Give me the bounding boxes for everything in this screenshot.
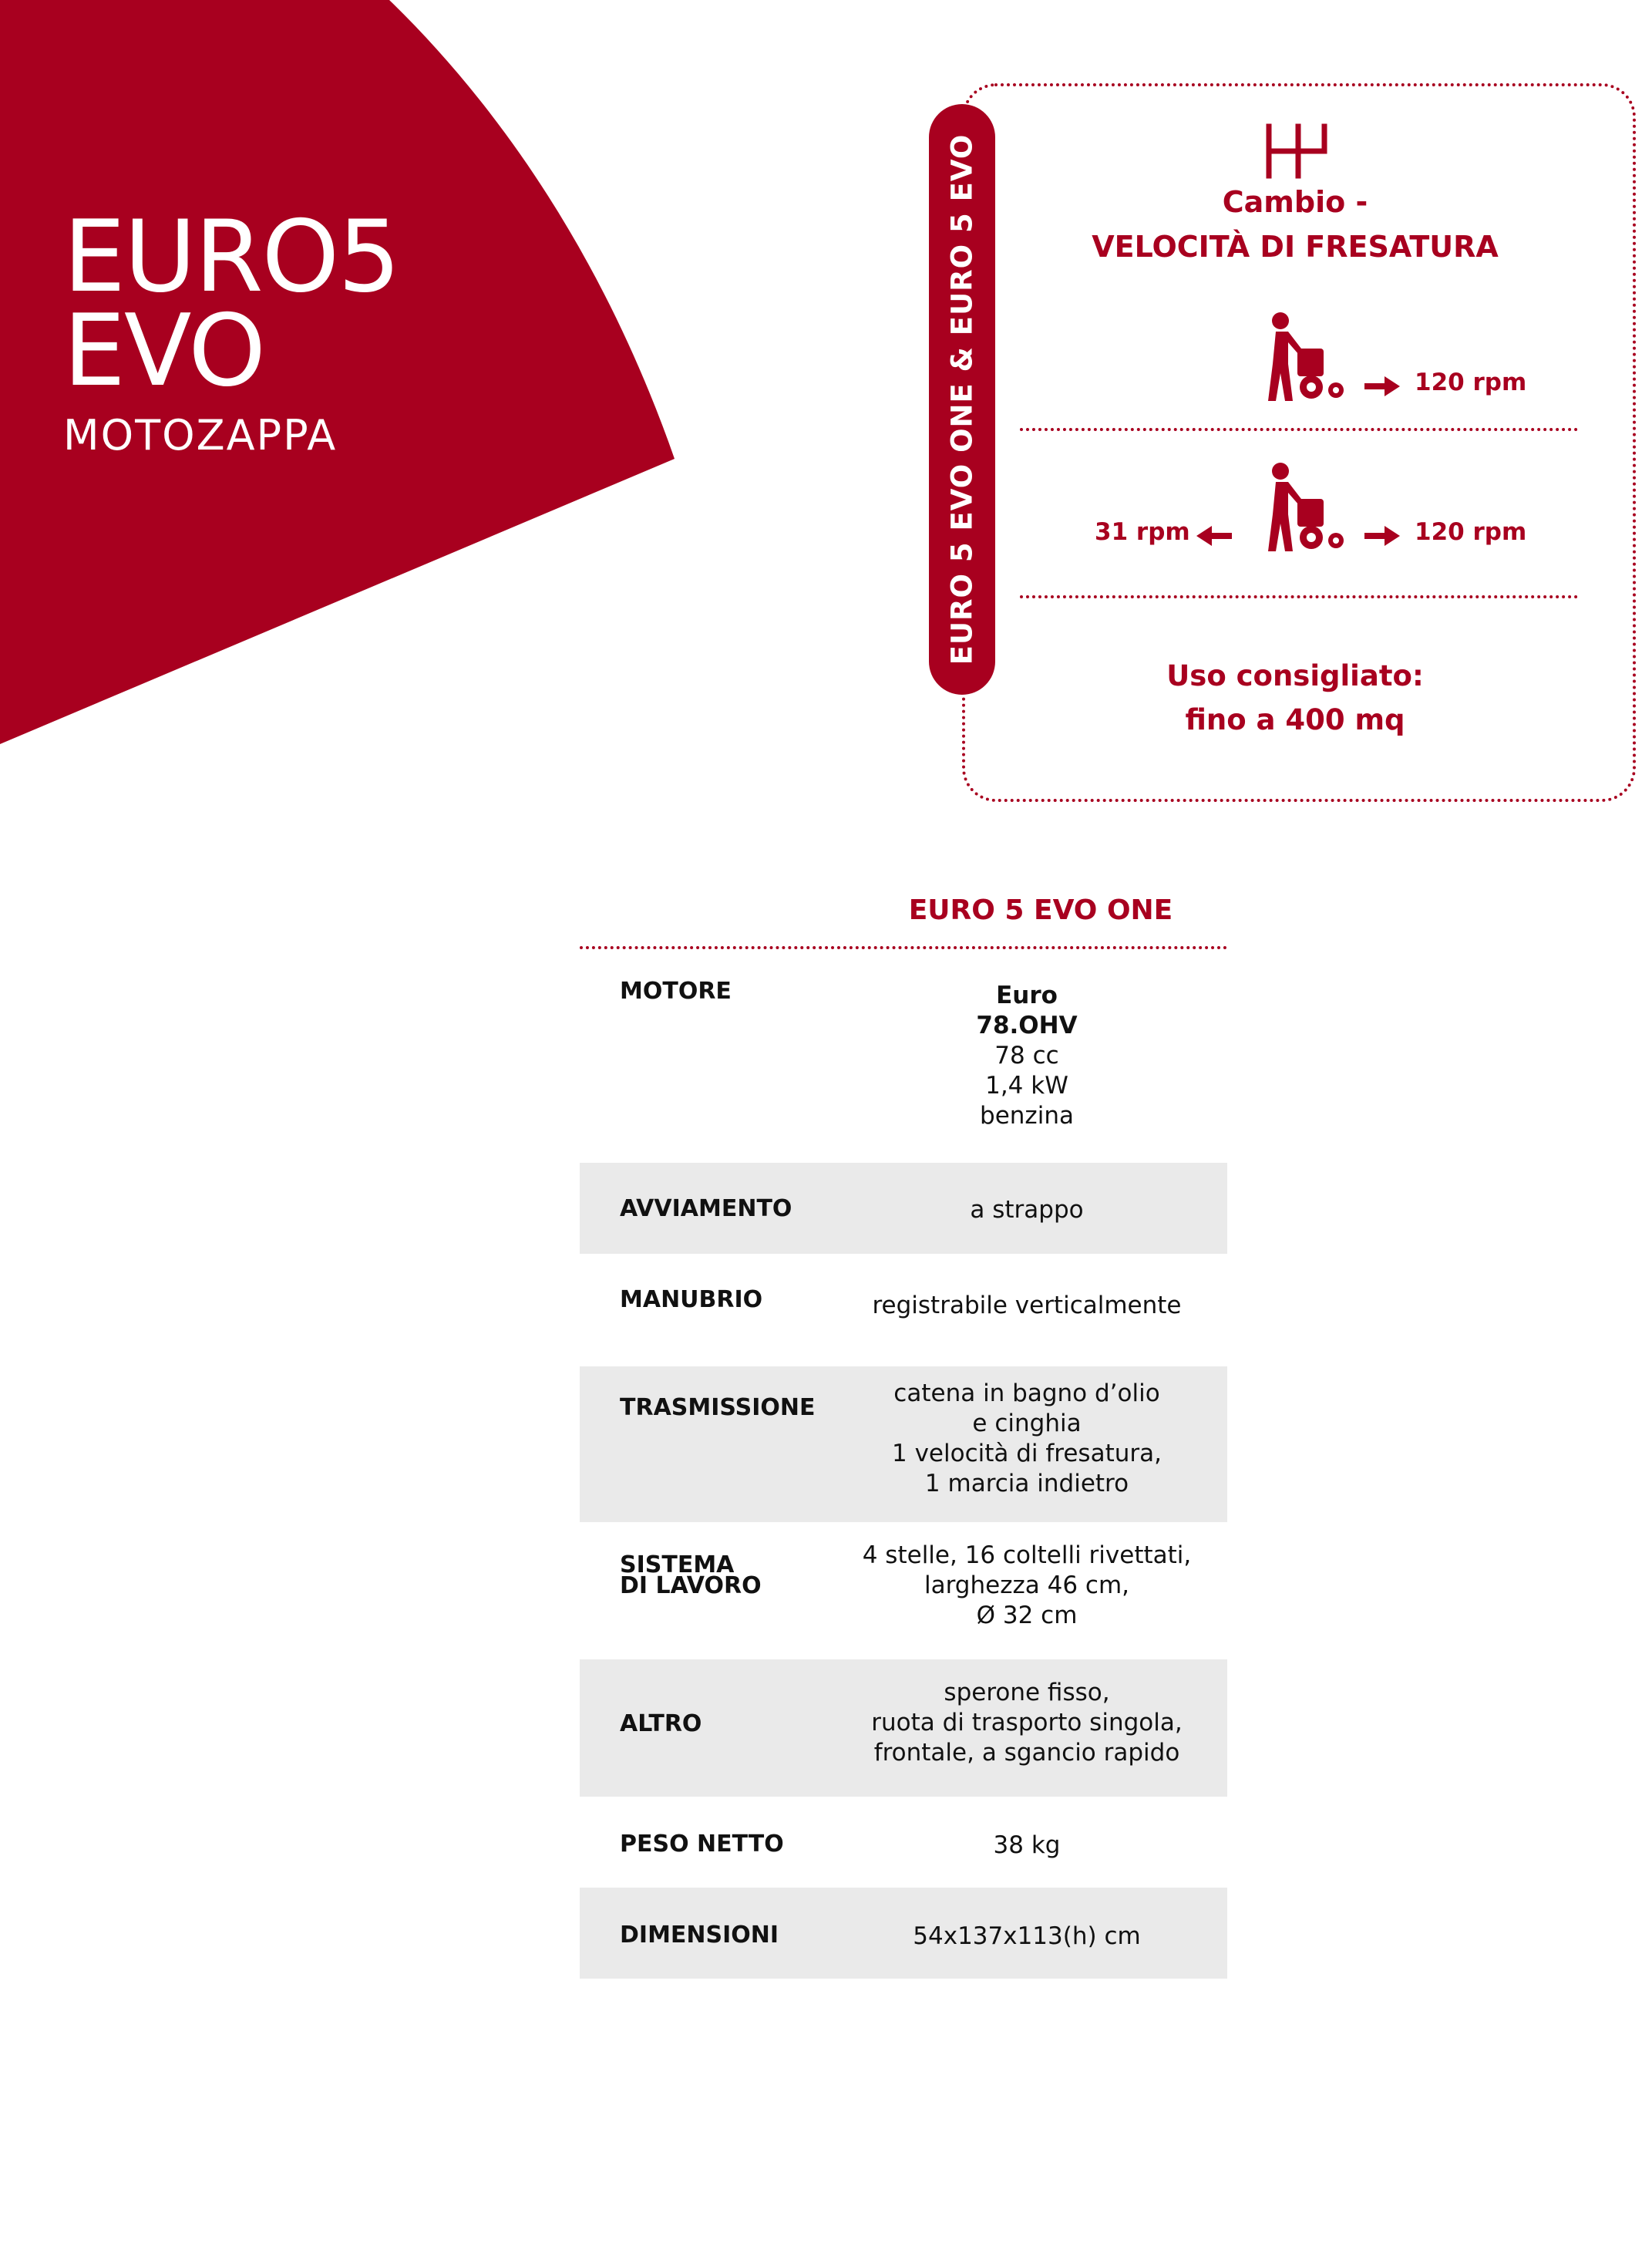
hero-title-line-1: EURO5 [63,200,399,315]
row-value: a strappo [970,1196,1084,1224]
arrow-right-icon [1364,376,1400,396]
arrow-left-icon [1196,526,1232,546]
row-value: Euro 78.OHV 78 cc 1,4 kW benzina [976,982,1078,1130]
row-value: 54x137x113(h) cm [913,1922,1141,1950]
forward-speed-1: 120 rpm [1415,369,1527,396]
row-label: DIMENSIONI [620,1922,779,1949]
row-label: MOTORE [620,978,732,1005]
row-label: SISTEMA DI LAVORO [620,1551,762,1599]
row-value: 4 stelle, 16 coltelli rivettati, larghezza 46 cm, Ø 32 cm [862,1541,1192,1629]
gear-shift-icon [1264,123,1329,179]
table-row [580,1522,1227,1659]
model-tab [929,104,995,695]
panel-title-line-1: Cambio - [1222,185,1368,219]
forward-speed-2: 120 rpm [1415,518,1527,546]
table-row [580,956,1227,1163]
panel-divider [1020,428,1578,431]
table-row [580,1797,1227,1888]
panel-title-line-2: VELOCITÀ DI FRESATURA [1092,230,1499,264]
usage-value: fino a 400 mq [1185,703,1405,736]
table-row [580,1659,1227,1797]
operator-tiller-icon [1253,310,1345,403]
model-tab-label: EURO 5 EVO ONE & EURO 5 EVO [945,133,979,665]
operator-tiller-icon [1253,460,1345,553]
reverse-speed: 31 rpm [1095,518,1190,546]
row-label: MANUBRIO [620,1286,763,1313]
table-divider [580,946,1227,949]
row-value: sperone fisso, ruota di trasporto singola, frontale, a sgancio rapido [871,1679,1183,1767]
hero-title-line-2: EVO [63,294,264,409]
row-label: AVVIAMENTO [620,1195,792,1222]
table-row [580,1888,1227,1979]
table-model-header: EURO 5 EVO ONE [908,894,1173,926]
panel-divider [1020,595,1578,598]
usage-label: Uso consigliato: [1166,659,1424,692]
table-row [580,1163,1227,1254]
row-label: PESO NETTO [620,1831,784,1858]
arrow-right-icon [1364,526,1400,546]
row-value: 38 kg [993,1831,1061,1859]
row-value: catena in bagno d’olio e cinghia 1 velocità di fresatura, 1 marcia indietro [892,1379,1162,1497]
row-label: TRASMISSIONE [620,1394,816,1421]
table-row [580,1254,1227,1366]
table-row [580,1366,1227,1522]
hero-subtitle: MOTOZAPPA [63,411,338,460]
row-label: ALTRO [620,1710,702,1737]
row-value: registrabile verticalmente [872,1292,1182,1319]
